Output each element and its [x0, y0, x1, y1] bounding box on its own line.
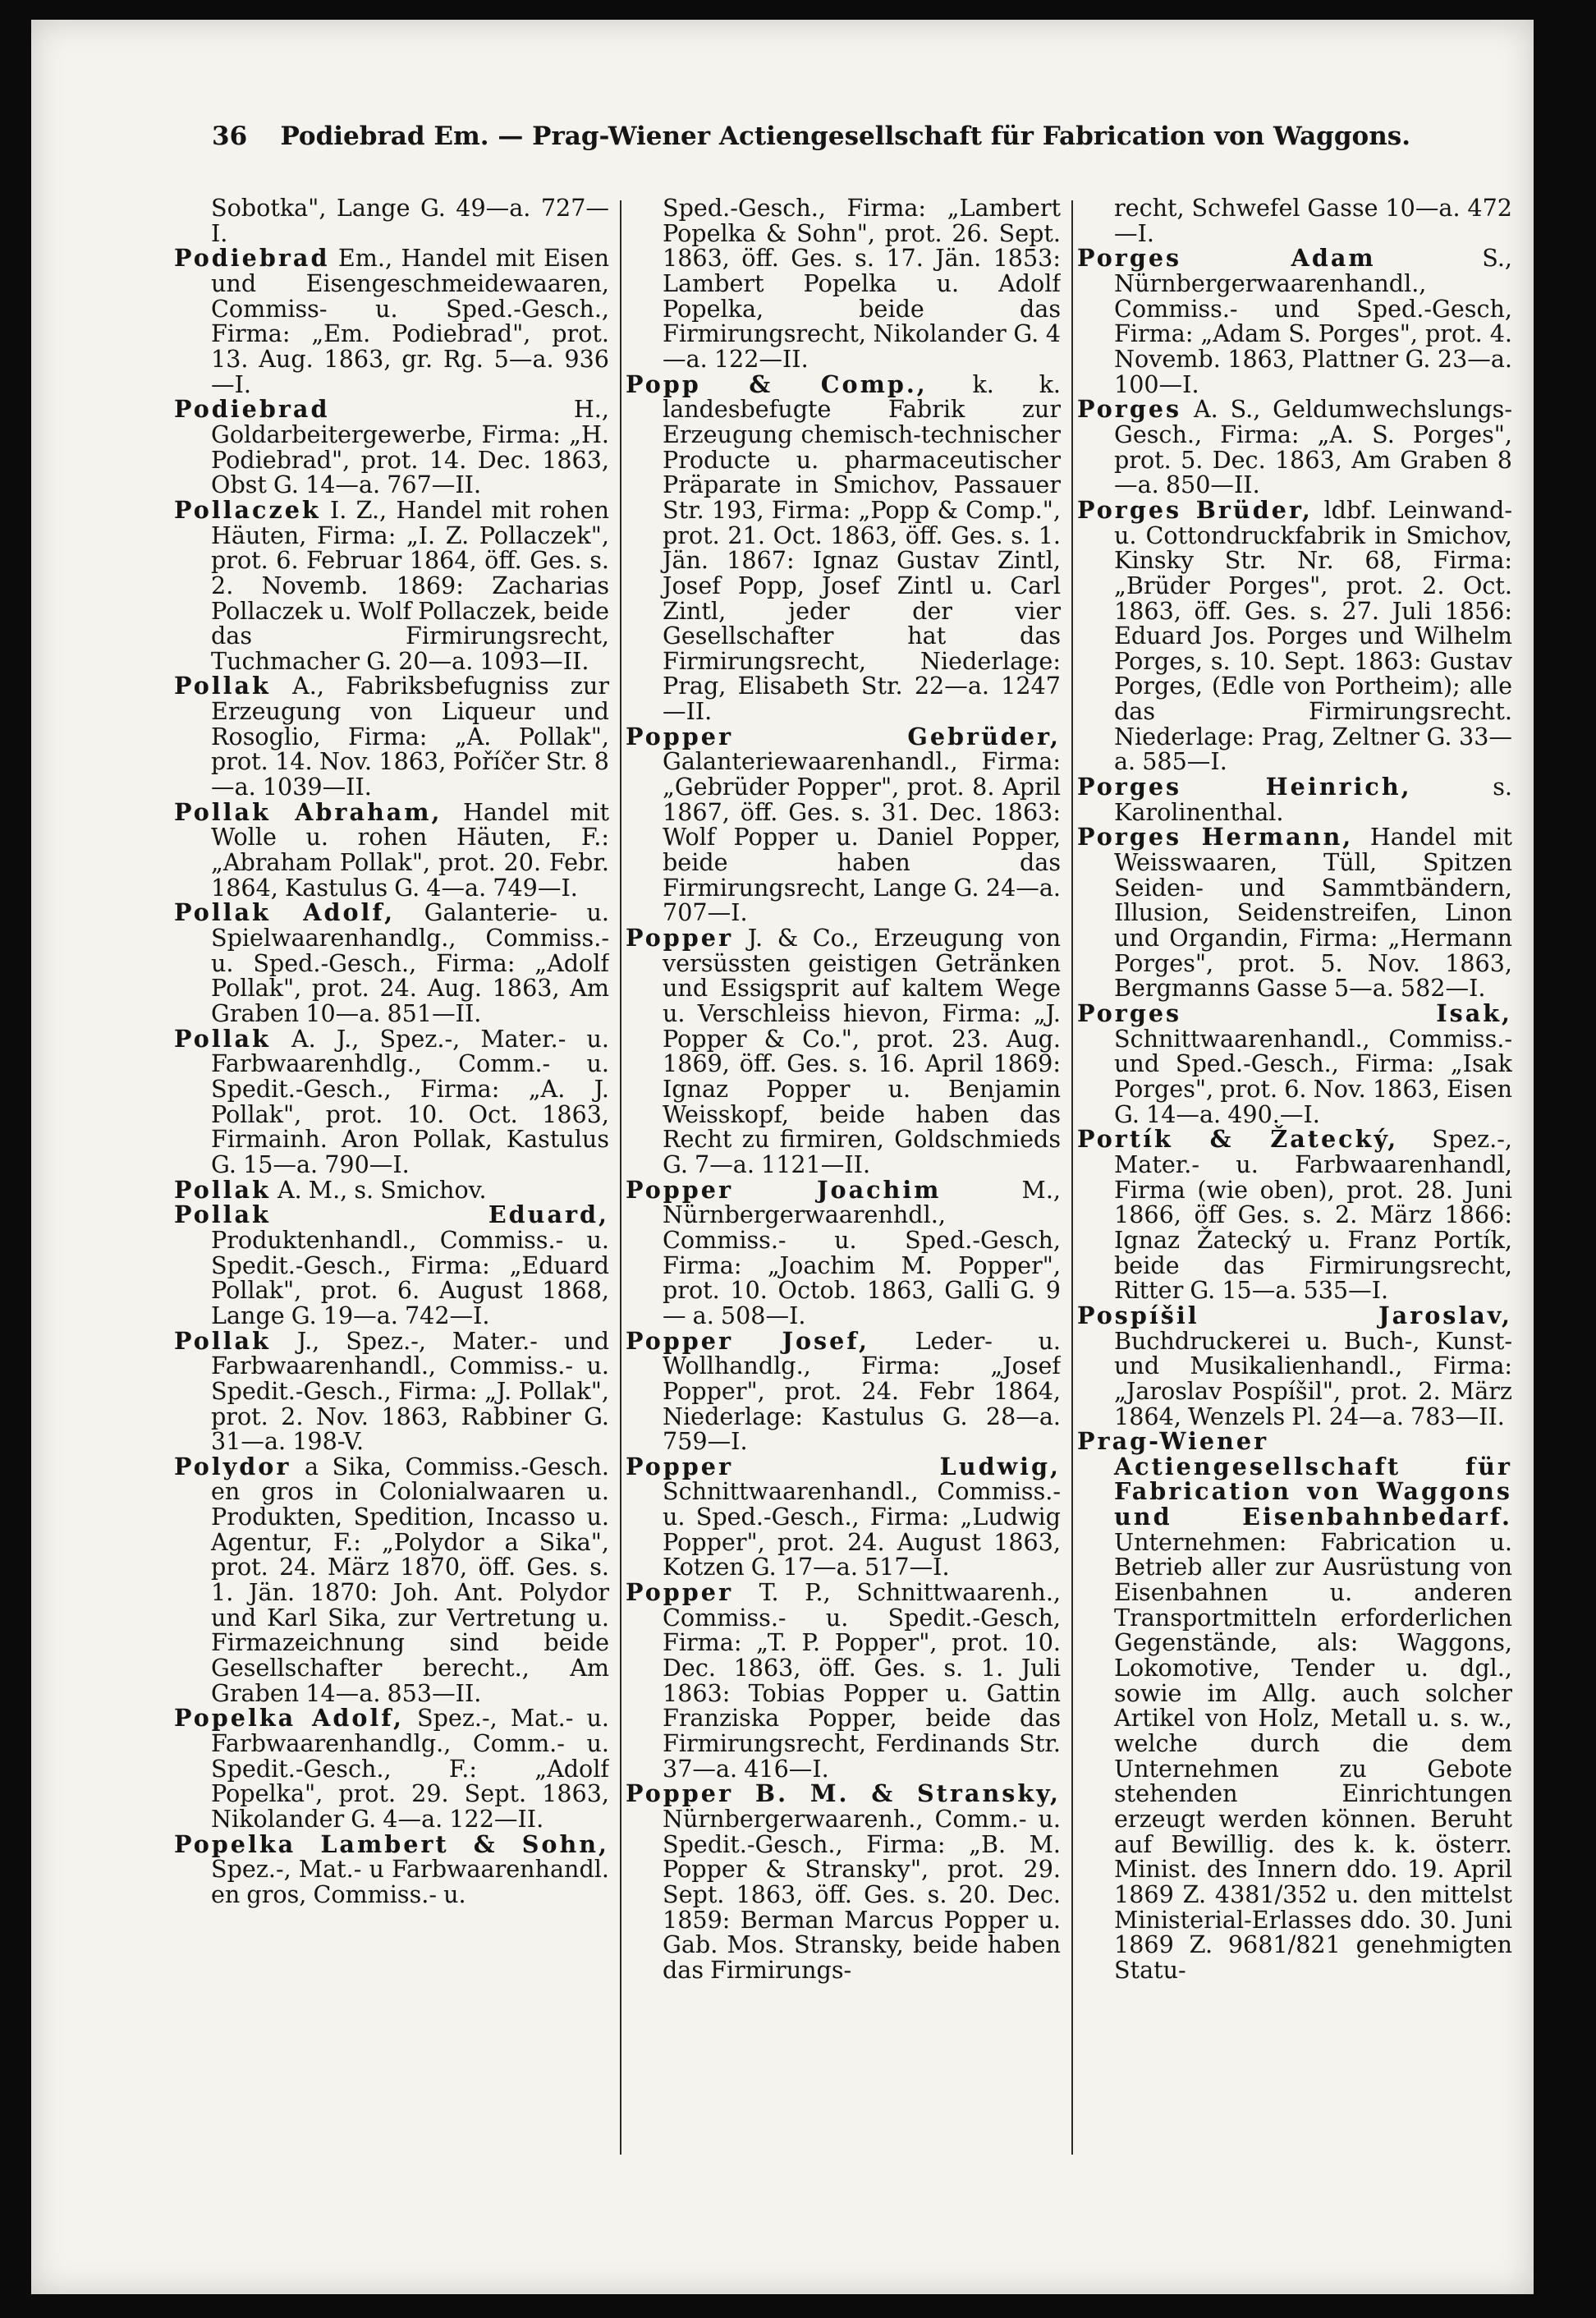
entry-text: Spez.-, Mat.- u Farbwaarenhandl. en gros, Commiss.- u.: [211, 1855, 609, 1908]
entry-name: Podiebrad: [174, 395, 330, 424]
entry-name: Popper: [626, 924, 734, 952]
directory-entry: [174, 246, 609, 397]
entry-text: Leder- u. Wollhandlg., Firma: „Josef Popper", prot. 24. Febr 1864, Niederlage: Kastulus G. 28—a. 759—I.: [663, 1326, 1061, 1456]
entry-name: Popelka Lambert & Sohn,: [174, 1829, 609, 1858]
entry-text: k. k. landesbefugte Fabrik zur Erzeugung chemisch-technischer Producte u. pharmaceutischer Präparate in Smichov, Passauer Str. 193, Firma: „Popp & Comp.", prot. 21. Oct. 1863, öff. Ges. s. 1. Jän. 1867: Ignaz Gustav Zintl, Josef Popp, Josef Zintl u. Carl Zintl, jeder der vier Gesellschafter hat das Firmirungsrecht, Niederlage: Prag, Elisabeth Str. 22—a. 1247—II.: [663, 370, 1061, 726]
directory-entry: [174, 397, 609, 498]
entry-text: Produktenhandl., Commiss.- u. Spedit.-Gesch., Firma: „Eduard Pollak", prot. 6. August 1868, Lange G. 19—a. 742—I.: [211, 1225, 609, 1329]
entry-name: Pollak: [174, 1175, 271, 1204]
entry-text: Spez.-, Mater.- u. Farbwaarenhandl, Firma (wie oben), prot. 28. Juni 1866, öff Ges. s. 2. März 1866: Ignaz Žatecký u. Franz Portík, beide das Firmirungsrecht, Ritter G. 15—a. 535—I.: [1114, 1125, 1512, 1305]
directory-entry: [626, 1454, 1061, 1580]
entry-text: a Sika, Commiss.-Gesch. en gros in Colonialwaaren u. Produkten, Spedition, Incasso u. Agentur, F.: „Polydor a Sika", prot. 24. März 1870, öff. Ges. s. 1. Jän. 1870: Joh. Ant. Polydor und Karl Sika, zur Vertretung u. Firmazeichnung sind beide Gesellschafter berecht., Am Graben 14—a. 853—II.: [211, 1452, 609, 1707]
directory-entry: [174, 1705, 609, 1831]
entry-name: Popper Josef,: [626, 1326, 869, 1355]
entry-name: Porges: [1077, 395, 1182, 424]
directory-entry: [174, 1177, 609, 1203]
entry-text: Sobotka", Lange G. 49—a. 727—I.: [211, 195, 609, 247]
entry-text: Sped.-Gesch., Firma: „Lambert Popelka & Sohn", prot. 26. Sept. 1863, öff. Ges. s. 17. Jän. 1853: Lambert Popelka u. Adolf Popelka, beide das Firmirungsrecht, Nikolander G. 4—a. 122—II.: [663, 195, 1061, 373]
directory-entry: [1077, 1429, 1512, 1982]
entry-name: Porges Hermann,: [1077, 823, 1354, 851]
entry-text: recht, Schwefel Gasse 10—a. 472—I.: [1114, 195, 1512, 247]
entry-text: M., Nürnbergerwaarenhdl., Commiss.- u. Sped.-Gesch, Firma: „Joachim M. Popper", prot. 10. Octob. 1863, Galli G. 9 — a. 508—I.: [663, 1175, 1061, 1329]
column-2: [626, 195, 1061, 2207]
directory-entry: [174, 1326, 609, 1456]
entry-text: A. S., Geldumwechslungs-Gesch., Firma: „A. S. Porges", prot. 5. Dec. 1863, Am Graben 8—a. 850—II.: [1114, 395, 1512, 499]
entry-name: Polydor: [174, 1452, 291, 1480]
entry-text: I. Z., Handel mit rohen Häuten, Firma: „I. Z. Pollaczek", prot. 6. Februar 1864, öff. Ges. s. 2. Novemb. 1869: Zacharias Pollaczek u. Wolf Pollaczek, beide das Firmirungsrecht, Tuchmacher G. 20—a. 1093—II.: [211, 495, 609, 675]
entry-name: Podiebrad: [174, 244, 330, 273]
column-rule-1: [620, 200, 621, 2155]
entry-text: A. M., s. Smichov.: [277, 1175, 487, 1204]
page-number: 36: [212, 122, 248, 151]
entry-name: Pollak: [174, 1024, 271, 1053]
directory-entry: [174, 797, 609, 902]
entry-text: A. J., Spez.-, Mater.- u. Farbwaarenhdlg., Comm.- u. Spedit.-Gesch., Firma: „A. J. Pollak", prot. 10. Oct. 1863, Firmainh. Aron Pollak, Kastulus G. 15—a. 790—I.: [211, 1024, 609, 1178]
entry-continuation: [1077, 195, 1512, 246]
directory-entry: [174, 1829, 609, 1908]
directory-entry: [626, 1580, 1061, 1781]
entry-name: Pollak: [174, 672, 271, 700]
entry-text: J., Spez.-, Mater.- und Farbwaarenhandl., Commiss.- u. Spedit.-Gesch., Firma: „J. Pollak", prot. 2. Nov. 1863, Rabbiner G. 31—a. 198-V.: [211, 1326, 609, 1456]
column-1: [174, 195, 609, 2207]
entry-text: Nürnbergerwaarenh., Comm.- u. Spedit.-Gesch., Firma: „B. M. Popper & Stransky", prot. 29. Sept. 1863, öff. Ges. s. 20. Dec. 1859: Berman Marcus Popper u. Gab. Mos. Stransky, beide haben das Firmirungs-: [663, 1805, 1061, 1984]
entry-text: J. & Co., Erzeugung von versüssten geistigen Getränken und Essigsprit auf kaltem Wege u. Verschleiss hievon, Firma: „J. Popper & Co.", prot. 23. Aug. 1869, öff. Ges. s. 16. April 1869: Ignaz Popper u. Benjamin Weisskopf, beide haben das Recht zu firmiren, Goldschmieds G. 7—a. 1121—II.: [663, 924, 1061, 1178]
entry-name: Porges Adam: [1077, 244, 1376, 273]
directory-entry: [626, 925, 1061, 1177]
directory-entry: [174, 495, 609, 675]
entry-name: Popper Gebrüder,: [626, 722, 1061, 750]
entry-text: Buchdruckerei u. Buch-, Kunst- und Musikalienhandl., Firma: „Jaroslav Pospíšil", prot. 2. März 1864, Wenzels Pl. 24—a. 783—II.: [1114, 1326, 1512, 1430]
directory-entry: [626, 1326, 1061, 1456]
entry-text: s. Karolinenthal.: [1114, 773, 1512, 826]
directory-entry: [1077, 397, 1512, 498]
column-3: [1077, 195, 1512, 2207]
entry-name: Popper Ludwig,: [626, 1452, 1061, 1480]
entry-text: Handel mit Weisswaaren, Tüll, Spitzen Seiden- und Sammtbändern, Illusion, Seidenstreifen, Linon und Organdin, Firma: „Hermann Porges", prot. 5. Nov. 1863, Bergmanns Gasse 5—a. 582—I.: [1114, 823, 1512, 1003]
entry-text: Unternehmen: Fabrication u. Betrieb aller zur Ausrüstung von Eisenbahnen u. anderen Transportmitteln erforderlichen Gegenstände, als: Waggons, Lokomotive, Tender u. dgl., sowie im Allg. auch solcher Artikel von Holz, Metall u. s. w., welche durch die dem Unternehmen zu Gebote stehenden Einrichtungen erzeugt werden können. Beruht auf Bewillig. des k. k. österr. Minist. des Innern ddo. 19. April 1869 Z. 4381/352 u. den mittelst Ministerial-Erlasses ddo. 30. Juni 1869 Z. 9681/821 genehmigten Statu-: [1114, 1527, 1512, 1984]
entry-name: Pollak Eduard,: [174, 1200, 609, 1229]
directory-entry: [1077, 495, 1512, 776]
directory-entry: [626, 724, 1061, 925]
directory-entry: [626, 1177, 1061, 1329]
entry-text: Schnittwaarenhandl., Commiss.- und Sped.-Gesch., Firma: „Isak Porges", prot. 6. Nov. 1863, Eisen G. 14—a. 490.—I.: [1114, 1024, 1512, 1128]
entry-name: Popelka Adolf,: [174, 1704, 404, 1733]
entry-name: Pollaczek: [174, 495, 321, 524]
entry-continuation: [626, 195, 1061, 372]
entry-name: Prag-Wiener Actiengesellschaft für Fabrication von Waggons und Eisenbahnbedarf.: [1077, 1427, 1512, 1531]
entry-text: H., Goldarbeitergewerbe, Firma: „H. Podiebrad", prot. 14. Dec. 1863, Obst G. 14—a. 767—II.: [211, 395, 609, 499]
entry-text: A., Fabriksbefugniss zur Erzeugung von Liqueur und Rosoglio, Firma: „A. Pollak", prot. 14. Nov. 1863, Poříčer Str. 8—a. 1039—II.: [211, 672, 609, 801]
directory-entry: [174, 1026, 609, 1177]
running-title: Podiebrad Em. — Prag-Wiener Actiengesellschaft für Fabrication von Waggons.: [280, 122, 1410, 151]
column-rule-2: [1071, 200, 1073, 2155]
directory-entry: [1077, 246, 1512, 397]
entry-text: Schnittwaarenhandl., Commiss.- u. Sped.-Gesch., Firma: „Ludwig Popper", prot. 24. August 1863, Kotzen G. 17—a. 517—I.: [663, 1477, 1061, 1581]
directory-entry: [1077, 1127, 1512, 1303]
directory-entry: [174, 900, 609, 1026]
entry-name: Porges Heinrich,: [1077, 773, 1412, 801]
running-header: [212, 122, 1410, 164]
directory-entry: [1077, 774, 1512, 824]
entry-continuation: [174, 195, 609, 246]
directory-entry: [174, 1454, 609, 1706]
entry-name: Pollak Adolf,: [174, 898, 396, 927]
directory-entry: [1077, 824, 1512, 1001]
directory-entry: [174, 1202, 609, 1328]
entry-name: Pollak Abraham,: [174, 797, 443, 826]
entry-text: Spez.-, Mat.- u. Farbwaarenhandlg., Comm.- u. Spedit.-Gesch., F.: „Adolf Popelka", prot. 29. Sept. 1863, Nikolander G. 4—a. 122—II.: [211, 1704, 609, 1833]
entry-text: S., Nürnbergerwaarenhandl., Commiss.- und Sped.-Gesch, Firma: „Adam S. Porges", prot. 4. Novemb. 1863, Plattner G. 23—a. 100—I.: [1114, 244, 1512, 398]
entry-name: Portík & Žatecký,: [1077, 1125, 1399, 1154]
directory-entry: [626, 1781, 1061, 1982]
directory-entry: [174, 673, 609, 799]
entry-text: T. P., Schnittwaarenh., Commiss.- u. Spedit.-Gesch, Firma: „T. P. Popper", prot. 10. Dec. 1863, öff. Ges. s. 1. Juli 1863: Tobias Popper u. Gattin Franziska Popper, beide das Firmirungsrecht, Ferdinands Str. 37—a. 416—I.: [663, 1578, 1061, 1783]
entry-name: Pollak: [174, 1326, 271, 1355]
entry-name: Pospíšil Jaroslav,: [1077, 1301, 1512, 1329]
entry-text: Handel mit Wolle u. rohen Häuten, F.: „Abraham Pollak", prot. 20. Febr. 1864, Kastulus G. 4—a. 749—I.: [211, 797, 609, 902]
entry-name: Popper: [626, 1578, 734, 1607]
directory-entry: [1077, 1303, 1512, 1429]
directory-entry: [1077, 1001, 1512, 1127]
entry-text: Galanteriewaarenhandl., Firma: „Gebrüder Popper", prot. 8. April 1867, öff. Ges. s. 31. Dec. 1863: Wolf Popper u. Daniel Popper, beide haben das Firmirungsrecht, Lange G. 24—a. 707—I.: [663, 747, 1061, 927]
entry-name: Porges Brüder,: [1077, 495, 1313, 524]
entry-name: Porges Isak,: [1077, 999, 1512, 1027]
entry-name: Popper B. M. & Stransky,: [626, 1779, 1061, 1808]
entry-text: ldbf. Leinwand- u. Cottondruckfabrik in Smichov, Kinsky Str. Nr. 68, Firma: „Brüder Porges", prot. 2. Oct. 1863, öff. Ges. s. 27. Juli 1856: Eduard Jos. Porges und Wilhelm Porges, s. 10. Sept. 1863: Gustav Porges, (Edle von Portheim); alle das Firmirungsrecht. Niederlage: Prag, Zeltner G. 33—a. 585—I.: [1114, 495, 1512, 776]
directory-entry: [626, 372, 1061, 724]
entry-name: Popper Joachim: [626, 1175, 942, 1204]
entry-text: Galanterie- u. Spielwaarenhandlg., Commiss.- u. Sped.-Gesch., Firma: „Adolf Pollak", prot. 24. Aug. 1863, Am Graben 10—a. 851—II.: [211, 898, 609, 1027]
entry-name: Popp & Comp.,: [626, 370, 928, 398]
entry-text: Em., Handel mit Eisen und Eisengeschmeidewaaren, Commiss- u. Sped.-Gesch., Firma: „Em. Podiebrad", prot. 13. Aug. 1863, gr. Rg. 5—a. 936—I.: [211, 244, 609, 398]
